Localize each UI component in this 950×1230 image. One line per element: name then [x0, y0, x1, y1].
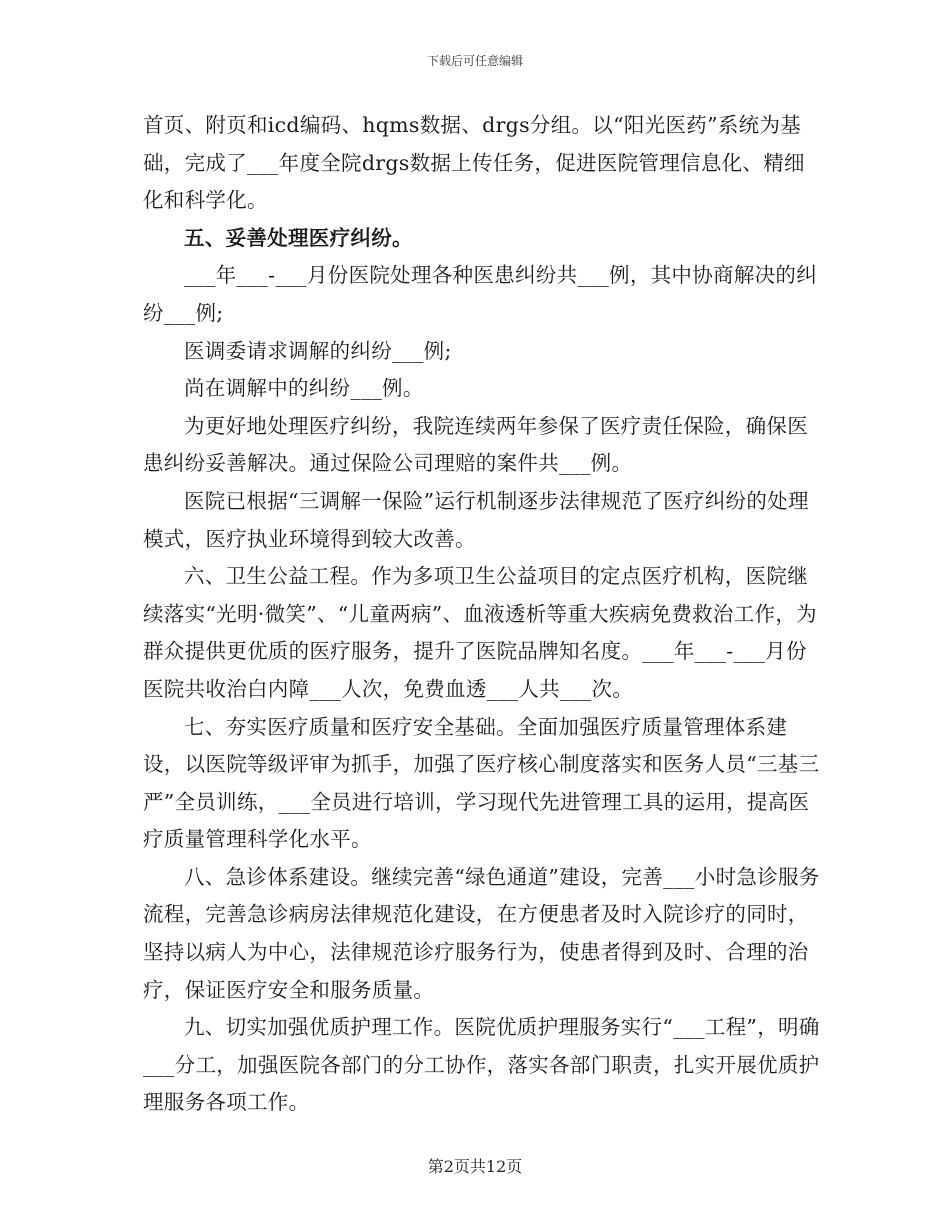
section-paragraph-6: 六、卫生公益工程。作为多项卫生公益项目的定点医疗机构，医院继续落实“光明·微笑”、“儿童两病”、血液透析等重大疾病免费救治工作，为群众提供更优质的医疗服务，提升了医院品牌知名度。___年___-___月份医院共收治白内障___人次，免费血透___人共___次。 [143, 564, 817, 701]
paragraph-6: 为更好地处理医疗纠纷，我院连续两年参保了医疗责任保险，确保医患纠纷妥善解决。通过保险公司理赔的案件共___例。 [143, 413, 808, 476]
paragraph-5: 尚在调解中的纠纷___例。 [184, 376, 424, 401]
paragraph-4: 医调委请求调解的纠纷___例; [184, 338, 452, 363]
page-header-note: 下载后可任意编辑 [426, 54, 523, 68]
section-paragraph-9: 九、切实加强优质护理工作。医院优质护理服务实行“___工程”，明确___分工，加强医院各部门的分工协作，落实各部门职责，扎实开展优质护理服务各项工作。 [143, 1015, 820, 1115]
document-body [143, 107, 823, 1122]
section-paragraph-8: 八、急诊体系建设。继续完善“绿色通道”建设，完善___小时急诊服务流程，完善急诊病房法律规范化建设，在方便患者及时入院诊疗的同时，坚持以病人为中心，法律规范诊疗服务行为，使患者得到及时、合理的治疗，保证医疗安全和服务质量。 [143, 864, 820, 1002]
paragraph-1: 首页、附页和icd编码、hqms数据、drgs分组。以“阳光医药”系统为基础，完成了___年度全院drgs数据上传任务，促进医院管理信息化、精细化和科学化。 [143, 113, 805, 213]
paragraph-7: 医院已根据“三调解一保险”运行机制逐步法律规范了医疗纠纷的处理模式，医疗执业环境得到较大改善。 [143, 488, 809, 551]
section-heading-5: 五、妥善处理医疗纠纷。 [184, 225, 413, 250]
paragraph-3: ___年___-___月份医院处理各种医患纠纷共___例，其中协商解决的纠纷___例; [143, 263, 818, 325]
page-number: 第2页共12页 [427, 1157, 523, 1176]
section-paragraph-7: 七、夯实医疗质量和医疗安全基础。全面加强医疗质量管理体系建设，以医院等级评审为抓手，加强了医疗核心制度落实和医务人员“三基三严”全员训练，___全员进行培训，学习现代先进管理工具的运用，提高医疗质量管理科学化水平。 [143, 714, 820, 852]
